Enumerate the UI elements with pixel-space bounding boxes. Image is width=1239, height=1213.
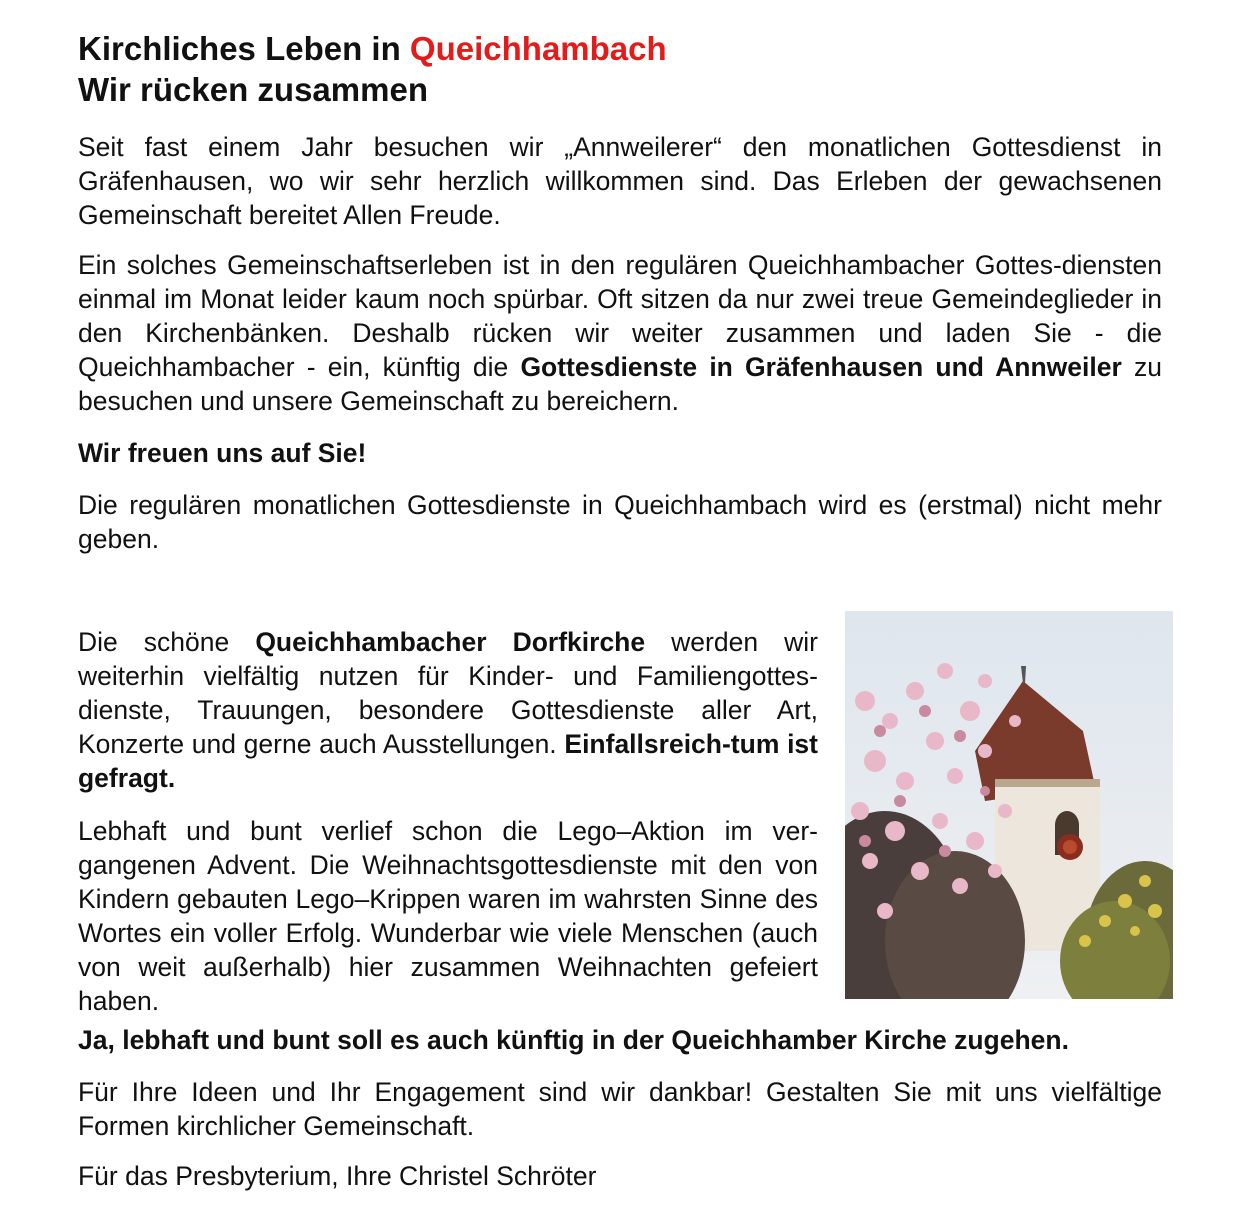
paragraph-intro: Seit fast einem Jahr besuchen wir „Annweilerer“ den monatlichen Gottesdienst in Gräfenhausen, wo wir sehr herzlich willkommen sind. Das Erleben der gewachsenen Gemeinschaft bereitet Allen Freude. — [78, 132, 1162, 230]
article-title: Kirchliches Leben in Queichhambach Wir rücken zusammen — [78, 30, 667, 108]
paragraph-welcome: Wir freuen uns auf Sie! — [78, 438, 367, 468]
church-photo — [845, 611, 1173, 999]
signature: Für das Presbyterium, Ihre Christel Schröter — [78, 1161, 597, 1191]
article-subtitle: Wir rücken zusammen — [78, 71, 428, 108]
paragraph-thanks: Für Ihre Ideen und Ihr Engagement sind wir dankbar! Gestalten Sie mit uns vielfältige Formen kirchlicher Gemeinschaft. — [78, 1077, 1162, 1141]
paragraph-invitation: Ein solches Gemeinschaftserleben ist in den regulären Queichhambacher Gottes-diensten einmal im Monat leider kaum noch spürbar. Oft sitzen da nur zwei treue Gemeindeglieder in den Kirchenbänken. Deshalb rücken wir weiter zusammen und laden Sie - die Queichhambacher - ein, künftig die Gottesdienste in Gräfenhausen und Annweiler zu besuchen und unsere Gemeinschaft zu bereichern. — [78, 250, 1162, 416]
paragraph-lego: Lebhaft und bunt verlief schon die Lego–Aktion im ver-gangenen Advent. Die Weihnachtsgottesdienste mit den von Kindern gebauten Lego–Krippen waren im wahrsten Sinne des Wortes ein voller Erfolg. Wunderbar wie viele Menschen (auch von weit außerhalb) hier zusammen Weihnachten gefeiert haben. — [78, 816, 818, 1016]
paragraph-future: Ja, lebhaft und bunt soll es auch künftig in der Queichhamber Kirche zugehen. — [78, 1025, 1069, 1055]
paragraph-church: Die schöne Queichhambacher Dorfkirche werden wir weiterhin vielfältig nutzen für Kinder- und Familiengottes-dienste, Trauungen, besondere Gottesdienste aller Art, Konzerte und gerne auch Ausstellungen. Einfallsreich-tum ist gefragt. — [78, 627, 818, 793]
title-place-name: Queichhambach — [409, 30, 667, 67]
article — [78, 28, 1162, 1193]
paragraph-notice: Die regulären monatlichen Gottesdienste in Queichhambach wird es (erstmal) nicht mehr geben. — [78, 490, 1162, 554]
church-section — [78, 625, 1162, 1019]
